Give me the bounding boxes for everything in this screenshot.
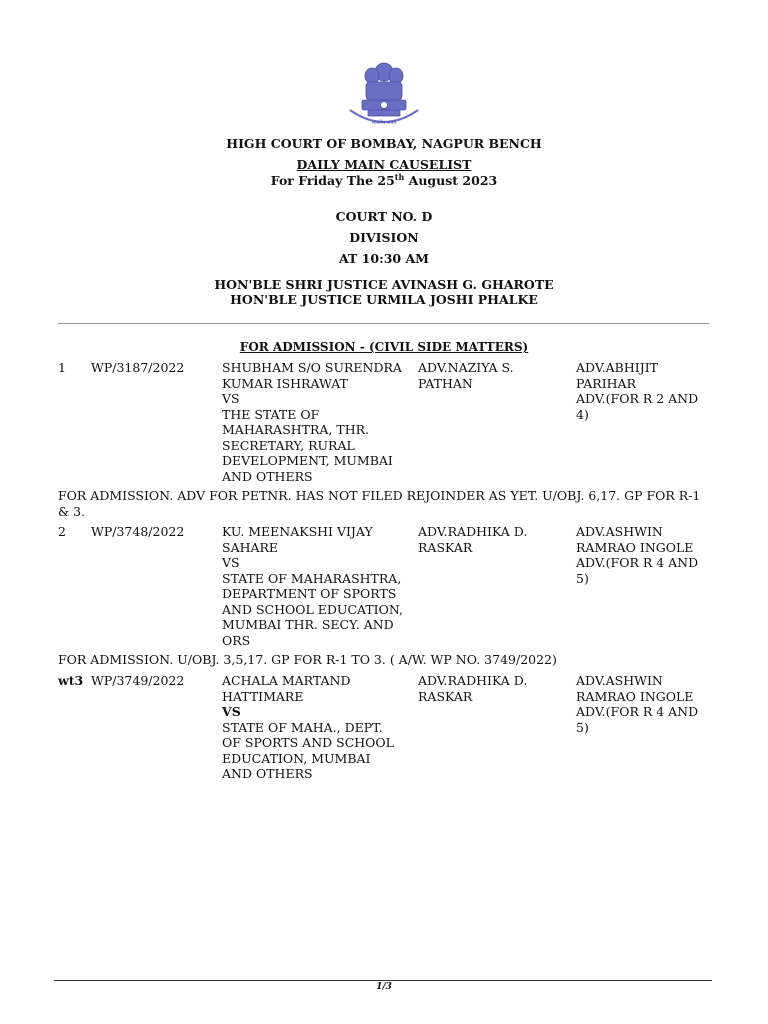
respondent: STATE OF MAHARASHTRA, DEPARTMENT OF SPORTS AND SCHOOL EDUCATION, MUMBAI THR. SECY. AND ORS	[222, 570, 403, 648]
petitioner-advocate: ADV.RADHIKA D. RASKAR	[418, 673, 528, 704]
judge-2: HON'BLE JUSTICE URMILA JOSHI PHALKE	[230, 292, 538, 307]
court-name: HIGH COURT OF BOMBAY, NAGPUR BENCH	[226, 136, 542, 151]
case-sr: 2	[58, 524, 66, 539]
court-emblem-logo	[344, 60, 424, 132]
case-remark: FOR ADMISSION. ADV FOR PETNR. HAS NOT FILED REJOINDER AS YET. U/OBJ. 6,17. GP FOR R-1 & 3.	[58, 488, 701, 519]
petitioner-advocate: ADV.NAZIYA S. PATHAN	[418, 360, 514, 391]
case-parties	[222, 673, 394, 782]
svg-text:सत्यमेव जयते: सत्यमेव जयते	[371, 120, 397, 126]
case-remark: FOR ADMISSION. U/OBJ. 3,5,17. GP FOR R-1 TO 3. ( A/W. WP NO. 3749/2022)	[58, 652, 557, 667]
respondent-advocate: ADV.ABHIJIT PARIHAR ADV.(FOR R 2 AND 4)	[576, 360, 699, 422]
case-parties	[222, 360, 402, 484]
list-title: DAILY MAIN CAUSELIST	[296, 157, 472, 172]
case-number: WP/3187/2022	[91, 360, 185, 375]
court-number: COURT NO. D	[335, 209, 433, 224]
section-title: FOR ADMISSION - (CIVIL SIDE MATTERS)	[239, 340, 529, 354]
date-suffix: August 2023	[404, 173, 498, 189]
case-sr: wt3	[58, 673, 84, 688]
case-number: WP/3748/2022	[91, 524, 185, 539]
page-number: 1/3	[376, 982, 392, 992]
respondent: THE STATE OF MAHARASHTRA, THR. SECRETARY, RURAL DEVELOPMENT, MUMBAI AND OTHERS	[222, 406, 393, 484]
versus: VS	[222, 555, 240, 570]
respondent-advocate: ADV.ASHWIN RAMRAO INGOLE ADV.(FOR R 4 AND 5)	[576, 673, 699, 735]
date-prefix: For Friday The 25	[270, 173, 395, 189]
header-divider	[58, 323, 709, 324]
petitioner: KU. MEENAKSHI VIJAY SAHARE	[222, 524, 373, 555]
court-time: AT 10:30 AM	[339, 251, 429, 266]
respondent: STATE OF MAHA., DEPT. OF SPORTS AND SCHOOL EDUCATION, MUMBAI AND OTHERS	[222, 719, 394, 781]
case-sr: 1	[58, 360, 66, 375]
judge-1: HON'BLE SHRI JUSTICE AVINASH G. GHAROTE	[214, 277, 554, 292]
petitioner: ACHALA MARTAND HATTIMARE	[222, 673, 351, 704]
list-date	[0, 172, 768, 188]
division-label: DIVISION	[349, 230, 419, 245]
case-parties	[222, 524, 403, 648]
case-number: WP/3749/2022	[91, 673, 185, 688]
footer-divider	[54, 980, 712, 981]
petitioner: SHUBHAM S/O SURENDRA KUMAR ISHRAWAT	[222, 360, 402, 391]
versus: VS	[222, 391, 240, 406]
date-sup: th	[394, 172, 405, 182]
petitioner-advocate: ADV.RADHIKA D. RASKAR	[418, 524, 528, 555]
versus: VS	[222, 704, 241, 719]
respondent-advocate: ADV.ASHWIN RAMRAO INGOLE ADV.(FOR R 4 AND 5)	[576, 524, 699, 586]
